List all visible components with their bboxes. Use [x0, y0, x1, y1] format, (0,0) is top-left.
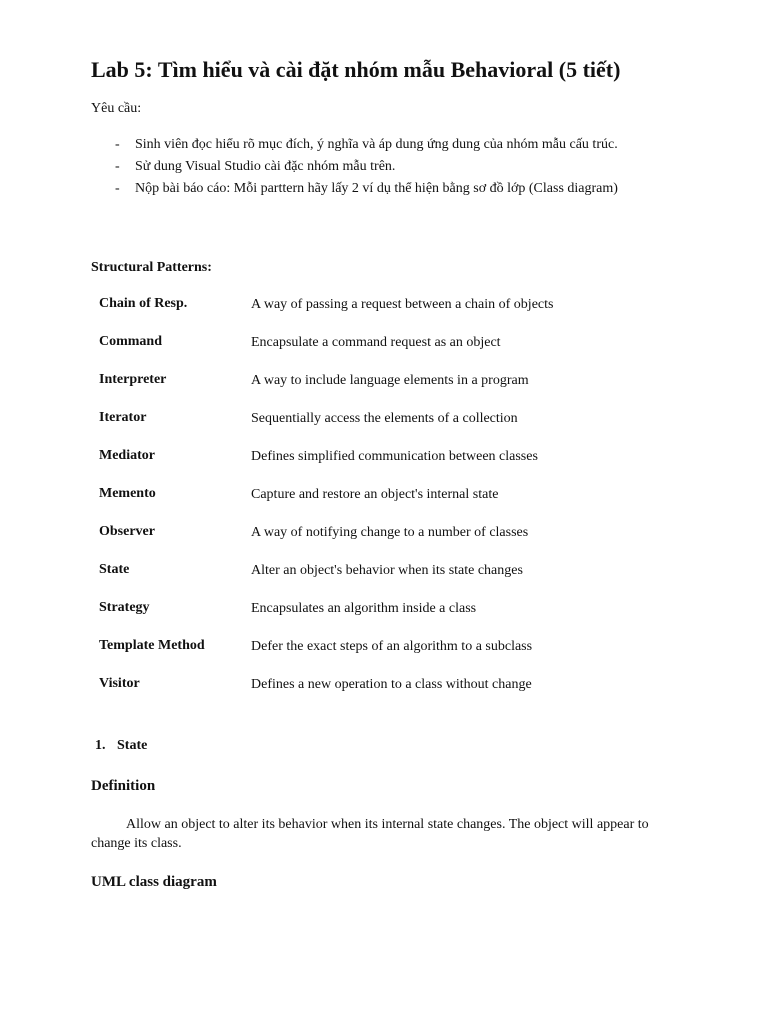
table-row	[99, 634, 699, 672]
patterns-table	[99, 292, 699, 710]
pattern-name: Iterator	[99, 410, 147, 425]
requirement-text: Nộp bài báo cáo: Mỗi parttern hãy lấy 2 ví dụ thể hiện bằng sơ đồ lớp (Class diagram)	[135, 181, 618, 196]
requirements-label: Yêu cầu:	[91, 101, 142, 116]
document-title: Lab 5: Tìm hiểu và cài đặt nhóm mẫu Behavioral (5 tiết)	[91, 57, 621, 82]
pattern-name: Interpreter	[99, 372, 167, 387]
list-item	[115, 156, 675, 178]
definition-text: Allow an object to alter its behavior when its internal state changes. The object will appear to change its class.	[91, 817, 649, 851]
pattern-name: Observer	[99, 524, 155, 539]
table-row	[99, 520, 699, 558]
pattern-name: Command	[99, 334, 163, 349]
pattern-description: Encapsulate a command request as an object	[251, 335, 501, 350]
pattern-name: Chain of Resp.	[99, 296, 188, 311]
section-title: State	[117, 738, 148, 753]
requirement-text: Sử dung Visual Studio cài đặc nhóm mẫu trên.	[135, 159, 396, 174]
pattern-description: Defer the exact steps of an algorithm to a subclass	[251, 639, 533, 654]
pattern-description: Sequentially access the elements of a collection	[251, 411, 518, 426]
table-row	[99, 368, 699, 406]
table-row	[99, 406, 699, 444]
pattern-description: Alter an object's behavior when its state changes	[251, 563, 523, 578]
pattern-name: Strategy	[99, 600, 150, 615]
table-row	[99, 330, 699, 368]
list-item	[115, 134, 675, 156]
list-marker: -	[115, 159, 120, 174]
pattern-description: Capture and restore an object's internal state	[251, 487, 499, 502]
table-row	[99, 444, 699, 482]
requirements-list	[115, 134, 675, 200]
table-row	[99, 292, 699, 330]
list-marker: -	[115, 181, 120, 196]
pattern-description: A way of passing a request between a chain of objects	[251, 297, 554, 312]
pattern-description: Encapsulates an algorithm inside a class	[251, 601, 477, 616]
pattern-name: Template Method	[99, 638, 205, 653]
list-item	[115, 178, 675, 200]
table-row	[99, 482, 699, 520]
list-marker: -	[115, 137, 120, 152]
requirement-text: Sinh viên đọc hiểu rõ mục đích, ý nghĩa và áp dung ứng dung của nhóm mẫu cấu trúc.	[135, 137, 618, 152]
table-row	[99, 596, 699, 634]
table-row	[99, 672, 699, 710]
pattern-description: A way to include language elements in a program	[251, 373, 529, 388]
pattern-description: Defines simplified communication between classes	[251, 449, 538, 464]
pattern-name: Memento	[99, 486, 156, 501]
pattern-name: State	[99, 562, 130, 577]
section-heading	[95, 737, 147, 755]
section-number: 1.	[95, 738, 106, 753]
pattern-description: A way of notifying change to a number of classes	[251, 525, 529, 540]
pattern-name: Mediator	[99, 448, 155, 463]
pattern-description: Defines a new operation to a class without change	[251, 677, 532, 692]
patterns-heading: Structural Patterns:	[91, 260, 212, 275]
pattern-name: Visitor	[99, 676, 140, 691]
table-row	[99, 558, 699, 596]
uml-heading: UML class diagram	[91, 874, 217, 890]
definition-heading: Definition	[91, 778, 156, 794]
